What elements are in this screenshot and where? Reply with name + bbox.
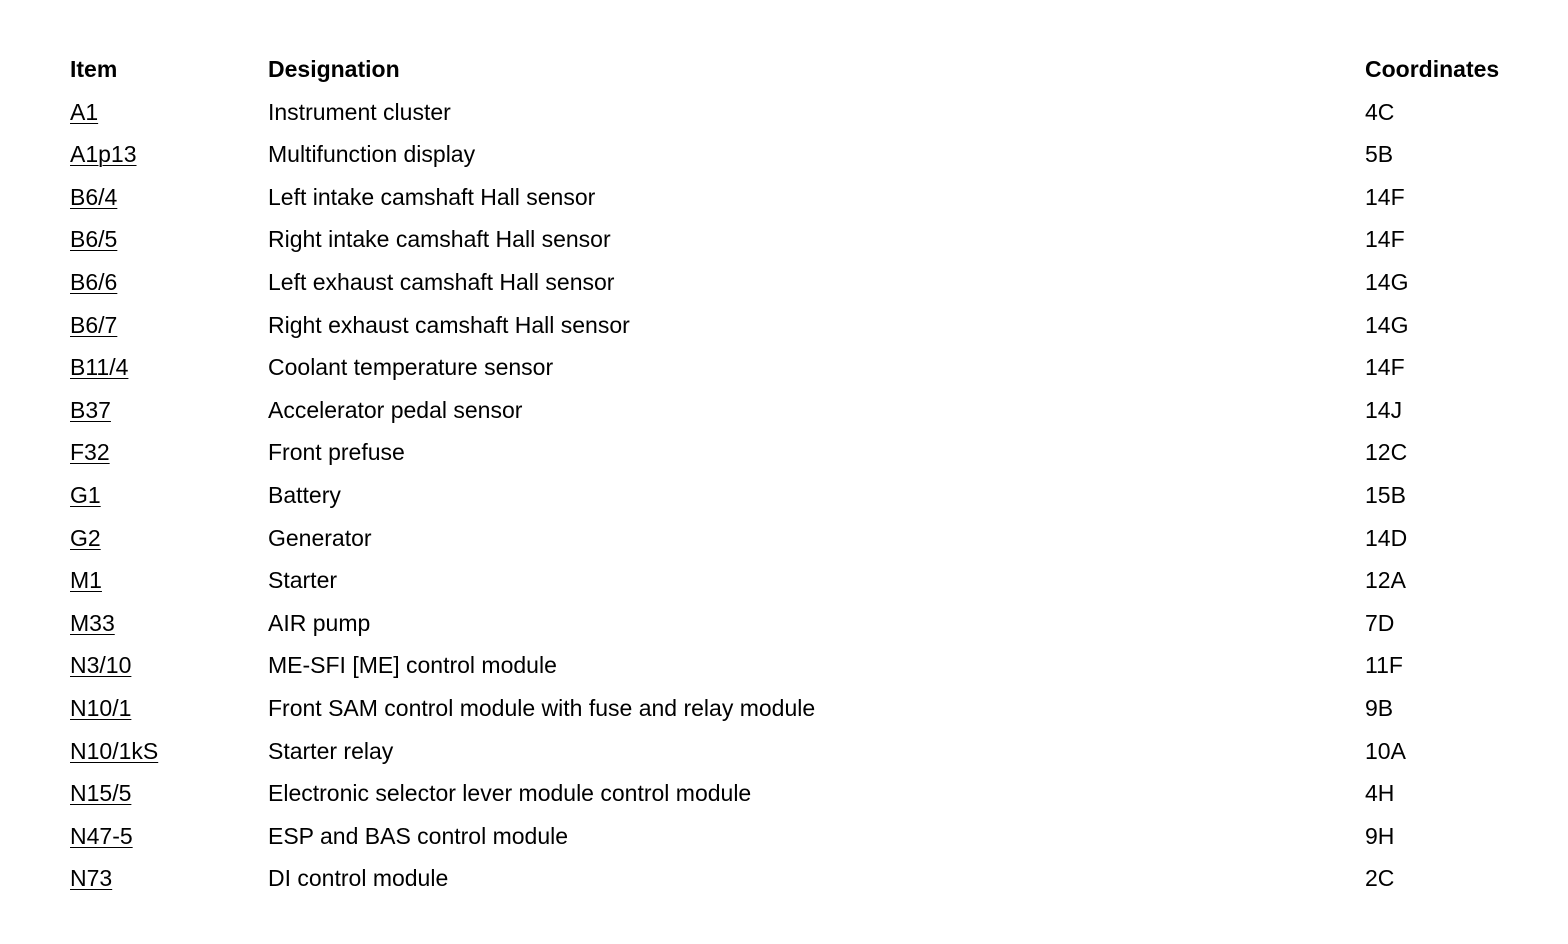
component-legend-table <box>70 48 1530 900</box>
item-link[interactable]: N47-5 <box>70 822 133 849</box>
header-designation: Designation <box>268 56 400 82</box>
table-row <box>70 644 1530 687</box>
designation-cell: Instrument cluster <box>268 98 451 125</box>
table-row <box>70 389 1530 432</box>
coordinates-cell: 9B <box>1365 694 1394 721</box>
item-link[interactable]: B6/6 <box>70 268 118 295</box>
designation-cell: Front prefuse <box>268 439 405 466</box>
coordinates-cell: 11F <box>1365 652 1403 679</box>
designation-cell: DI control module <box>268 865 449 892</box>
item-link[interactable]: N3/10 <box>70 652 132 679</box>
designation-cell: Left exhaust camshaft Hall sensor <box>268 268 615 295</box>
table-row <box>70 730 1530 773</box>
designation-cell: Starter <box>268 567 338 594</box>
coordinates-cell: 4H <box>1365 780 1395 807</box>
item-link[interactable]: F32 <box>70 439 110 466</box>
coordinates-cell: 14G <box>1365 311 1409 338</box>
coordinates-cell: 14D <box>1365 524 1408 551</box>
designation-cell: Electronic selector lever module control module <box>268 780 752 807</box>
item-link[interactable]: M1 <box>70 567 102 594</box>
table-row <box>70 772 1530 815</box>
designation-cell: Front SAM control module with fuse and relay module <box>268 694 816 721</box>
coordinates-cell: 12C <box>1365 439 1408 466</box>
table-row <box>70 602 1530 645</box>
table-row <box>70 133 1530 176</box>
coordinates-cell: 9H <box>1365 822 1395 849</box>
item-link[interactable]: A1p13 <box>70 141 137 168</box>
item-link[interactable]: G2 <box>70 524 101 551</box>
table-row <box>70 559 1530 602</box>
designation-cell: Generator <box>268 524 372 551</box>
designation-cell: Starter relay <box>268 737 394 764</box>
item-link[interactable]: N10/1kS <box>70 737 159 764</box>
table-row <box>70 474 1530 517</box>
table-row <box>70 346 1530 389</box>
coordinates-cell: 14J <box>1365 396 1403 423</box>
coordinates-cell: 7D <box>1365 609 1395 636</box>
table-row <box>70 176 1530 219</box>
coordinates-cell: 10A <box>1365 737 1406 764</box>
designation-cell: Left intake camshaft Hall sensor <box>268 183 596 210</box>
header-coordinates: Coordinates <box>1365 56 1500 82</box>
header-item: Item <box>70 56 118 82</box>
designation-cell: Coolant temperature sensor <box>268 354 554 381</box>
item-link[interactable]: G1 <box>70 481 101 508</box>
table-row <box>70 857 1530 900</box>
table-row <box>70 431 1530 474</box>
item-link[interactable]: A1 <box>70 98 99 125</box>
item-link[interactable]: B37 <box>70 396 111 423</box>
item-link[interactable]: M33 <box>70 609 115 636</box>
item-link[interactable]: B6/7 <box>70 311 118 338</box>
designation-cell: Right exhaust camshaft Hall sensor <box>268 311 630 338</box>
designation-cell: AIR pump <box>268 609 371 636</box>
designation-cell: Right intake camshaft Hall sensor <box>268 226 611 253</box>
designation-cell: Battery <box>268 481 341 508</box>
coordinates-cell: 14F <box>1365 226 1405 253</box>
coordinates-cell: 14F <box>1365 183 1405 210</box>
table-row <box>70 261 1530 304</box>
table-header-row <box>70 48 1530 91</box>
item-link[interactable]: B11/4 <box>70 354 129 381</box>
designation-cell: Accelerator pedal sensor <box>268 396 523 423</box>
table-body <box>70 91 1530 900</box>
designation-cell: ME-SFI [ME] control module <box>268 652 557 679</box>
coordinates-cell: 2C <box>1365 865 1395 892</box>
table-row <box>70 687 1530 730</box>
item-link[interactable]: N73 <box>70 865 113 892</box>
coordinates-cell: 14G <box>1365 268 1409 295</box>
designation-cell: Multifunction display <box>268 141 476 168</box>
coordinates-cell: 5B <box>1365 141 1394 168</box>
coordinates-cell: 12A <box>1365 567 1406 594</box>
coordinates-cell: 14F <box>1365 354 1405 381</box>
coordinates-cell: 4C <box>1365 98 1395 125</box>
designation-cell: ESP and BAS control module <box>268 822 569 849</box>
item-link[interactable]: N15/5 <box>70 780 132 807</box>
table-row <box>70 91 1530 134</box>
item-link[interactable]: B6/5 <box>70 226 118 253</box>
table-row <box>70 304 1530 347</box>
table-row <box>70 218 1530 261</box>
table-row <box>70 815 1530 858</box>
item-link[interactable]: N10/1 <box>70 694 132 721</box>
table-row <box>70 517 1530 560</box>
item-link[interactable]: B6/4 <box>70 183 118 210</box>
coordinates-cell: 15B <box>1365 481 1406 508</box>
